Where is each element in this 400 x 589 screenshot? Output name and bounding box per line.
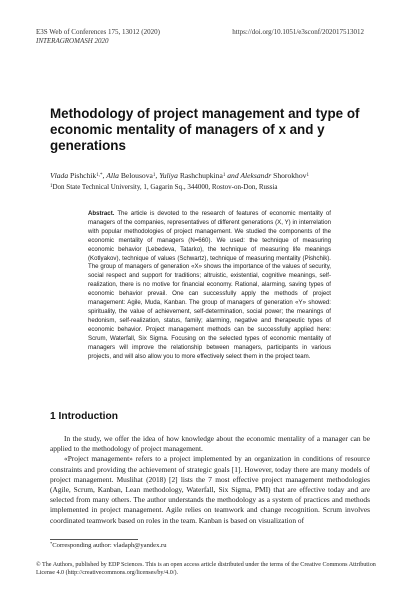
conference-name: INTERAGROMASH 2020 [36,37,109,45]
abstract [88,210,331,361]
paper-title: Methodology of project management and type of economic mentality of managers of x and y generations [50,106,360,153]
affiliation-mark: 1 [50,184,53,189]
author-affiliation-mark: 1,* [96,173,103,178]
abstract-label: Abstract. [88,210,115,217]
section-heading [50,411,118,422]
author-first-name: Alla [106,171,119,180]
footnote-divider [50,539,138,540]
author-surname: Rashchupkina [179,171,223,180]
author-affiliation-mark: 1 [152,173,156,178]
author-first-name: Aleksandr [240,171,272,180]
author-first-name: Vlada [50,171,69,180]
footnote [50,542,167,549]
author-list [50,170,370,181]
body-paragraph: In the study, we offer the idea of how knowledge about the economic mentality of a manager can be applied to the methodology of project management. [50,434,370,454]
author-separator: and [225,171,241,180]
footnote-text: Corresponding author: vladaph@yandex.ru [52,542,167,549]
affiliation [50,182,370,192]
author-separator: , [102,171,107,180]
section-title: Introduction [58,411,118,422]
running-header-left [36,28,160,45]
body-paragraph: «Project management» refers to a project implemented by an organization in conditions of resource constraints and providing the achievement of strategic goals [1]. However, today there are many models of project management. Muslihat (2018) [2] lists the 7 most effective project management methodologies (Agile, Scrum, Kanban, Lean methodology, Waterfall, Six Sigma, PMI) that are effective today and are selected from many others. The author understands the methodology as a system of practices and methods implemented in project management. Agile relies on teamwork and change recognition. Scrum involves coordinated teamwork based on roles in the team. Kanban is based on visualization of [50,454,370,525]
author-surname: Belousova [120,171,153,180]
section-body [50,434,370,526]
abstract-text: The article is devoted to the research of features of economic mentality of managers of the companies, representatives of different generations (X, Y) in interrelation with popular methodologies of project management. We studied the components of the economic mentality of managers (N=660). We used: the technique of measuring economic behavior (Lebedeva, Tatarko), the technique of measuring life meanings (Kotlyakov), technique of values (Schwartz), technique of measuring mentality (Pishchik). The group of managers of generation «X» shows the importance of the values of security, social respect and support for traditions; altruistic, existential, cognitive meanings, self-realization, there is no motive for financial economy. Rational, alarming, saving types of economic behavior prevail. One can successfully apply the methods of project management: Agile, Muda, Kanban. The group of managers of generation «Y» showed: spirituality, the value of achievement, self-determination, social power; the meanings of hedonism, self-realization, status, family; alarming, negative and therapeutic types of economic behavior. Project management methods can be successfully applied here: Scrum, Waterfall, Six Sigma. Focusing on the selected types of economic mentality of managers will improve the relationship between managers, participants in various projects, and will also allow you to more effectively select them in the project team. [88,210,331,360]
license-notice: © The Authors, published by EDP Sciences. This is an open access article distributed under the terms of the Creative Commons Attribution License 4.0 (http://creativecommons.org/licenses/by/4.0/). [36,562,376,576]
author-first-name: Yuliya [159,171,178,180]
doi-link[interactable]: https://doi.org/10.1051/e3sconf/202017513012 [232,28,364,36]
author-surname: Pishchik [70,171,97,180]
affiliation-text: Don State Technical University, 1, Gagarin Sq., 344000, Rostov-on-Don, Russia [52,183,278,191]
author-affiliation-mark: 1 [222,173,226,178]
author-surname: Shorokhov [273,171,307,180]
author-affiliation-mark: 1 [306,173,309,178]
footnote-marker: * [50,541,53,546]
author-separator: , [155,171,160,180]
journal-citation: E3S Web of Conferences 175, 13012 (2020) [36,28,160,36]
section-number: 1 [50,411,56,422]
